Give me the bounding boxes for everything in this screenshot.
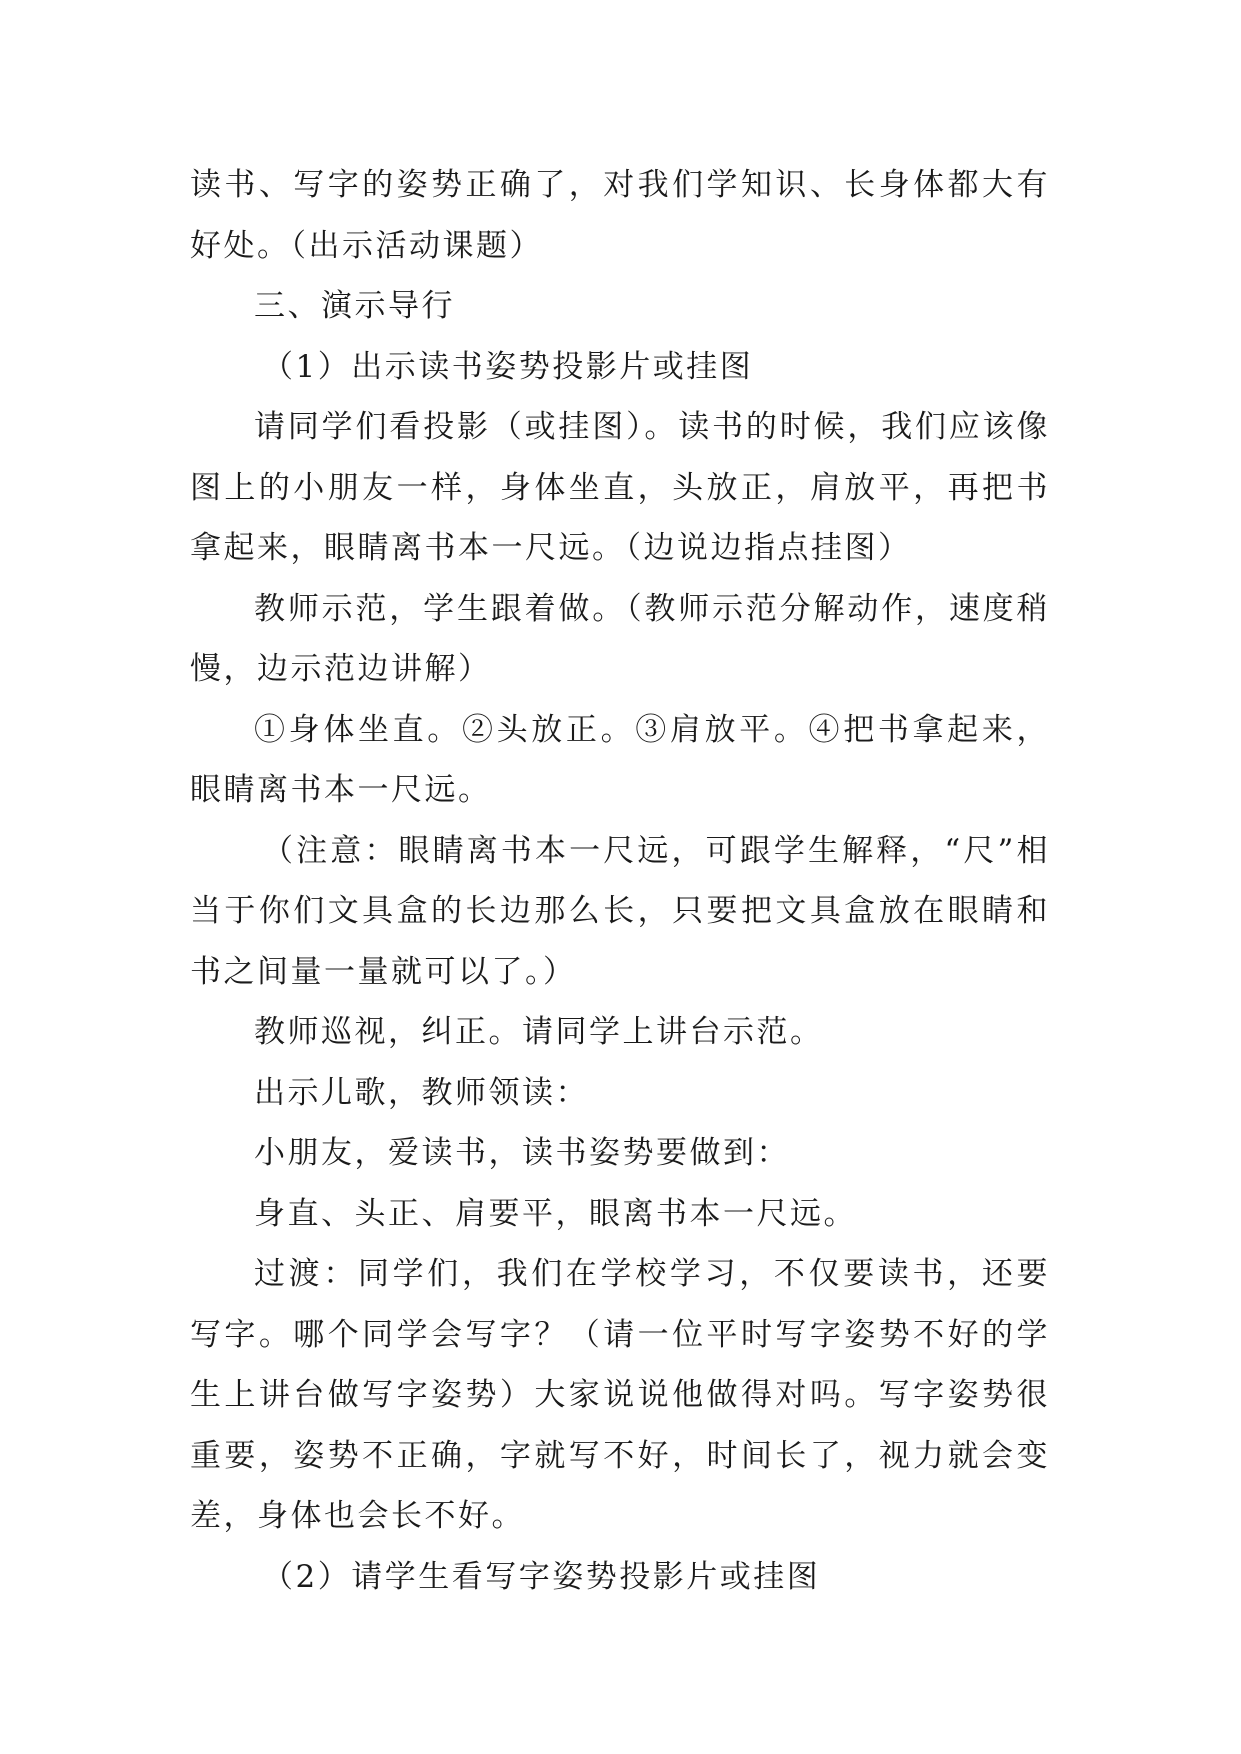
- paragraph: 出示儿歌，教师领读：: [254, 1074, 589, 1111]
- section-heading: 三、演示导行: [254, 288, 455, 324]
- paragraph: 教师巡视，纠正。请同学上讲台示范。: [254, 1014, 824, 1050]
- paragraph: ①身体坐直。②头放正。③肩放平。④把书拿起来，眼睛离书本一尺远。: [190, 711, 1050, 808]
- rhyme-line: 小朋友，爱读书，读书姿势要做到：: [254, 1135, 790, 1171]
- document-body: [190, 155, 1050, 1607]
- paragraph: 过渡：同学们，我们在学校学习，不仅要读书，还要写字。哪个同学会写字？（请一位平时写字姿势不好的学生上讲台做写字姿势）大家说说他做得对吗。写字姿势很重要，姿势不正确，字就写不好，时间长了，视力就会变差，身体也会长不好。: [190, 1256, 1050, 1534]
- paragraph: 读书、写字的姿势正确了，对我们学知识、长身体都大有好处。（出示活动课题）: [190, 167, 1050, 264]
- paragraph: 教师示范，学生跟着做。（教师示范分解动作，速度稍慢，边示范边讲解）: [190, 590, 1050, 687]
- subsection-heading: （2）请学生看写字姿势投影片或挂图: [262, 1558, 821, 1595]
- note-paragraph: （注意：眼睛离书本一尺远，可跟学生解释，“尺”相当于你们文具盒的长边那么长，只要把文具盒放在眼睛和书之间量一量就可以了。）: [190, 832, 1050, 990]
- paragraph: 请同学们看投影（或挂图）。读书的时候，我们应该像图上的小朋友一样，身体坐直，头放正，肩放平，再把书拿起来，眼睛离书本一尺远。（边说边指点挂图）: [190, 409, 1050, 566]
- subsection-heading: （1）出示读书姿势投影片或挂图: [262, 348, 754, 385]
- rhyme-line: 身直、头正、肩要平，眼离书本一尺远。: [254, 1195, 857, 1232]
